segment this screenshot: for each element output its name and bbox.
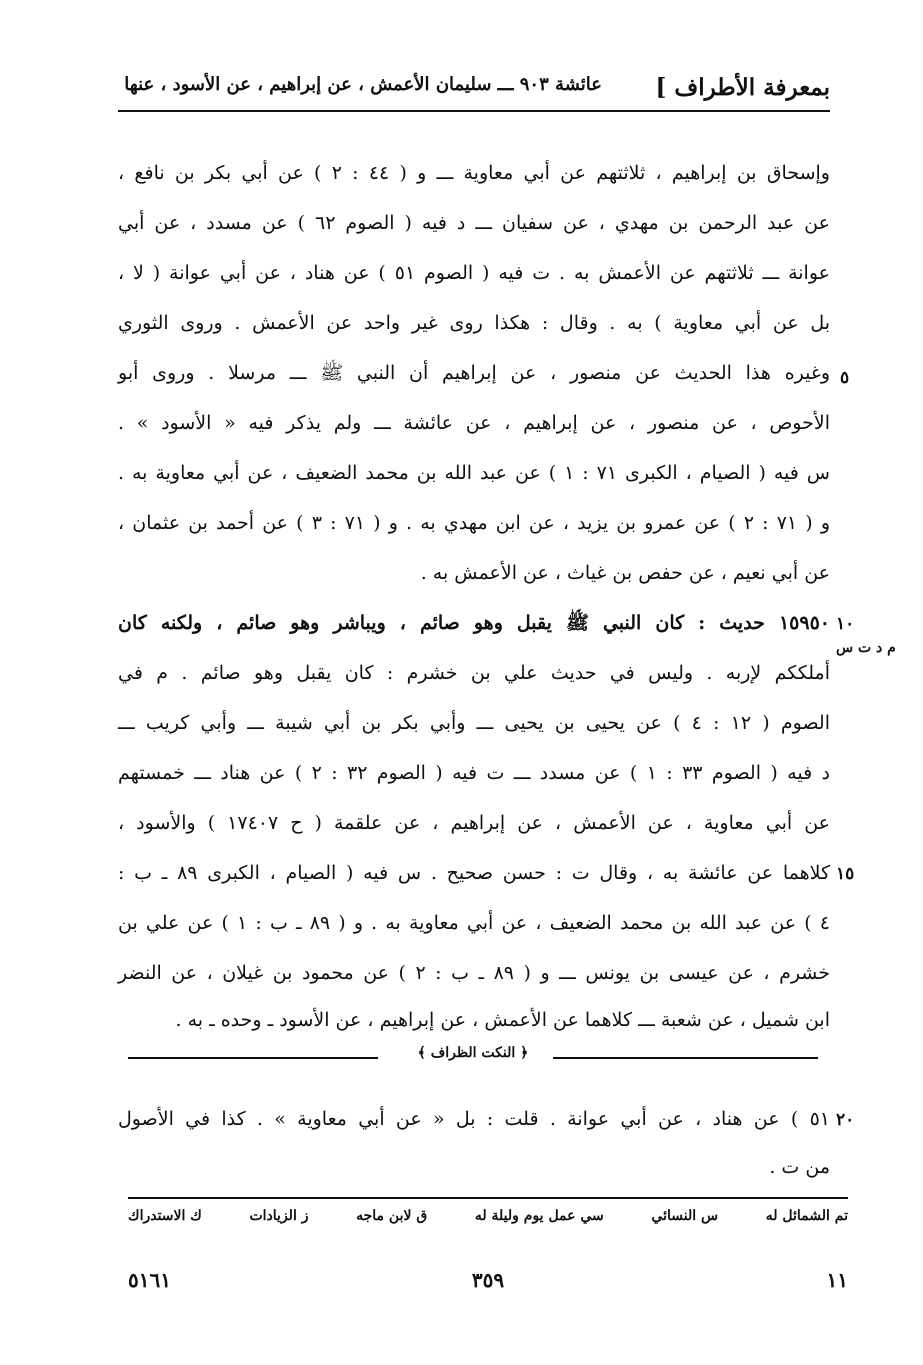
hadith-heading-line: ١٥٩٥٠ حديث : كان النبي ﷺ يقبل وهو صائم ، ويباشر وهو صائم ، ولكنه كان	[118, 612, 830, 634]
nukat-line: من ت .	[769, 1156, 830, 1178]
margin-line-number: ١٥	[836, 864, 855, 884]
body-line: عن عبد الرحمن بن مهدي ، عن سفيان ـــ د فيه ( الصوم ٦٢ ) عن مسدد ، عن أبي	[118, 212, 830, 234]
page-number: ٣٥٩	[471, 1268, 505, 1292]
margin-line-number: ٢٠	[836, 1110, 855, 1130]
nukat-label: ﴿ النكت الظراف ﴾	[410, 1045, 537, 1061]
body-line: عوانة ـــ ثلاثتهم عن الأعمش به . ت فيه ( الصوم ٥١ ) عن هناد ، عن أبي عوانة ( لا ،	[118, 262, 830, 284]
hadith-line: ٤ ) عن عبد الله بن محمد الضعيف ، عن أبي معاوية به . و ( ٨٩ ـ ب : ١ ) عن علي بن	[118, 912, 830, 934]
body-line: وإسحاق بن إبراهيم ، ثلاثتهم عن أبي معاوية ـــ و ( ٤٤ : ٢ ) عن أبي بكر بن نافع ،	[118, 162, 830, 184]
legend-rule	[128, 1197, 848, 1199]
body-line: س فيه ( الصيام ، الكبرى ٧١ : ١ ) عن عبد الله بن محمد الضعيف ، عن أبي معاوية به .	[118, 462, 830, 484]
margin-sigla: م د ت س	[836, 640, 896, 656]
hadith-line: الصوم ( ١٢ : ٤ ) عن يحيى بن يحيى ـــ وأبي بكر بن أبي شيبة ـــ وأبي كريب ـــ	[118, 712, 830, 734]
abbreviation-legend	[128, 1208, 848, 1236]
legend-item: تم الشمائل له	[765, 1208, 848, 1224]
legend-item: س النسائي	[651, 1208, 719, 1224]
hadith-line: أملككم لإربه . وليس في حديث علي بن خشرم : كان يقبل وهو صائم . م في	[118, 662, 830, 684]
body-line: عن أبي نعيم ، عن حفص بن غياث ، عن الأعمش به .	[420, 562, 830, 584]
hadith-line: كلاهما عن عائشة به ، وقال ت : حسن صحيح . س فيه ( الصيام ، الكبرى ٨٩ ـ ب :	[118, 862, 830, 884]
legend-item: سي عمل يوم وليلة له	[474, 1208, 604, 1224]
volume-number: ١١	[826, 1268, 848, 1292]
body-line: و ( ٧١ : ٢ ) عن عمرو بن يزيد ، عن ابن مهدي به . و ( ٧١ : ٣ ) عن أحمد بن عثمان ،	[118, 512, 831, 534]
nukat-divider	[128, 1045, 818, 1071]
margin-line-number: ١٠	[836, 614, 855, 634]
nukat-line: ٥١ ) عن هناد ، عن أبي عوانة . قلت : بل « عن أبي معاوية » . كذا في الأصول	[118, 1108, 830, 1130]
legend-item: ق لابن ماجه	[356, 1208, 428, 1224]
hadith-line: خشرم ، عن عيسى بن يونس ـــ و ( ٨٩ ـ ب : ٢ ) عن محمود بن غيلان ، عن النضر	[118, 962, 831, 984]
body-line: وغيره هذا الحديث عن منصور ، عن إبراهيم أن النبي ﷺ ـــ مرسلا . وروى أبو	[118, 362, 830, 384]
divider-rule	[553, 1057, 818, 1059]
hadith-line: عن أبي معاوية ، عن الأعمش ، عن إبراهيم ، عن علقمة ( ح ١٧٤٠٧ ) والأسود ،	[118, 812, 830, 834]
legend-item: ز الزيادات	[249, 1208, 309, 1224]
header-book-title: بمعرفة الأطراف ]	[655, 74, 830, 101]
margin-line-number: ٥	[840, 368, 850, 388]
divider-rule	[128, 1057, 378, 1059]
legend-item: ك الاستدراك	[128, 1208, 202, 1224]
body-line: الأحوص ، عن منصور ، عن إبراهيم ، عن عائشة ـــ ولم يذكر فيه « الأسود » .	[118, 412, 830, 434]
body-line: بل عن أبي معاوية ) به . وقال : هكذا روى غير واحد عن الأعمش . وروى الثوري	[118, 312, 830, 334]
header-section-title: عائشة ٩٠٣ ـــ سليمان الأعمش ، عن إبراهيم ، عن الأسود ، عنها	[124, 74, 602, 95]
page-footer	[128, 1268, 848, 1298]
sequence-number: ٥١٦١	[128, 1268, 171, 1292]
hadith-line: د فيه ( الصوم ٣٣ : ١ ) عن مسدد ـــ ت فيه ( الصوم ٣٢ : ٢ ) عن هناد ـــ خمستهم	[118, 762, 830, 784]
hadith-line: ابن شميل ، عن شعبة ـــ كلاهما عن الأعمش ، عن إبراهيم ، عن الأسود ـ وحده ـ به .	[175, 1009, 830, 1031]
running-header	[118, 68, 830, 112]
